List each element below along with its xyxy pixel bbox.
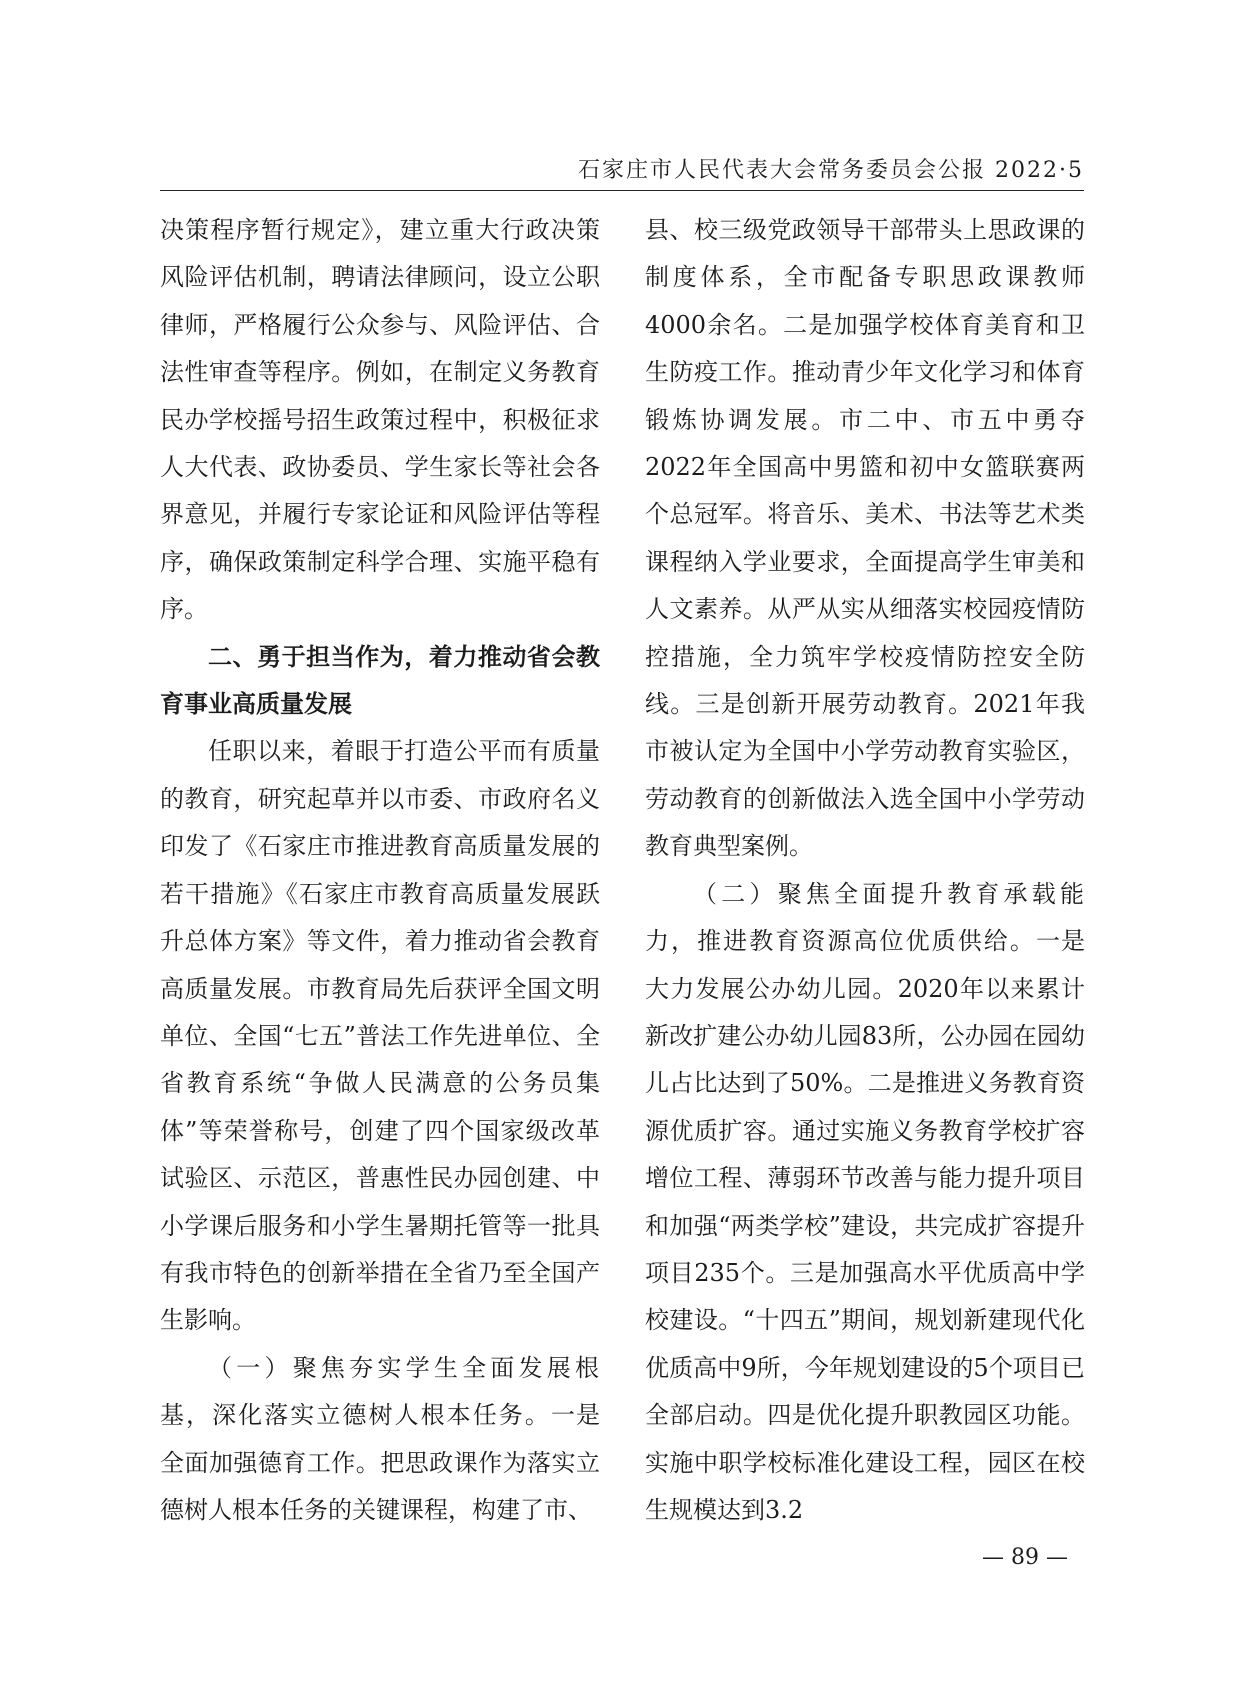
paragraph-continued: 决策程序暂行规定》，建立重大行政决策风险评估机制，聘请法律顾问，设立公职律师，严格履行公众参与、风险评估、合法性审查等程序。例如，在制定义务教育民办学校摇号招生政策过程中，积极征求人大代表、政协委员、学生家长等社会各界意见，并履行专家论证和风险评估等程序，确保政策制定科学合理、实施平稳有序。 [160, 216, 600, 624]
subsection-paragraph [160, 1345, 600, 1535]
subsection-text: 一是全面加强德育工作。把思政课作为落实立德树人根本任务的关键课程，构建了市、 [160, 1401, 600, 1524]
right-column [645, 207, 1085, 1537]
left-column [160, 207, 600, 1537]
header-rule [160, 190, 1084, 191]
section-heading: 二、勇于担当作为，着力推动省会教育事业高质量发展 [160, 642, 600, 719]
paragraph: 任职以来，着眼于打造公平而有质量的教育，研究起草并以市委、市政府名义印发了《石家庄市推进教育高质量发展的若干措施》《石家庄市教育高质量发展跃升总体方案》等文件，着力推动省会教育高质量发展。市教育局先后获评全国文明单位、全国“七五”普法工作先进单位、全省教育系统“争做人民满意的公务员集体”等荣誉称号，创建了四个国家级改革试验区、示范区，普惠性民办园创建、中小学课后服务和小学生暑期托管等一批具有我市特色的创新举措在全省乃至全国产生影响。 [160, 737, 600, 1335]
subsection-paragraph [645, 871, 1085, 1535]
subsection-heading: （一）聚焦夯实学生全面发展根基，深化落实立德树人根本任务。 [160, 1353, 600, 1430]
page-number: — 89 — [982, 1545, 1068, 1570]
paragraph-continued: 县、校三级党政领导干部带头上思政课的制度体系，全市配备专职思政课教师4000余名。二是加强学校体育美育和卫生防疫工作。推动青少年文化学习和体育锻炼协调发展。市二中、市五中勇夺2022年全国高中男篮和初中女篮联赛两个总冠军。将音乐、美术、书法等艺术类课程纳入学业要求，全面提高学生审美和人文素养。从严从实从细落实校园疫情防控措施，全力筑牢学校疫情防控安全防线。三是创新开展劳动教育。2021年我市被认定为全国中小学劳动教育实验区，劳动教育的创新做法入选全国中小学劳动教育典型案例。 [645, 216, 1085, 861]
running-header: 石家庄市人民代表大会常务委员会公报 2022·5 [578, 158, 1084, 183]
subsection-text: 一是大力发展公办幼儿园。2020年以来累计新改扩建公办幼儿园83所，公办园在园幼儿占比达到了50%。二是推进义务教育资源优质扩容。通过实施义务教育学校扩容增位工程、薄弱环节改善与能力提升项目和加强“两类学校”建设，共完成扩容提升项目235个。三是加强高水平优质高中学校建设。“十四五”期间，规划新建现代化优质高中9所，今年规划建设的5个项目已全部启动。四是优化提升职教园区功能。实施中职学校标准化建设工程，园区在校生规模达到3.2 [645, 927, 1085, 1524]
subsection-heading: （二）聚焦全面提升教育承载能力，推进教育资源高位优质供给。 [645, 879, 1085, 956]
